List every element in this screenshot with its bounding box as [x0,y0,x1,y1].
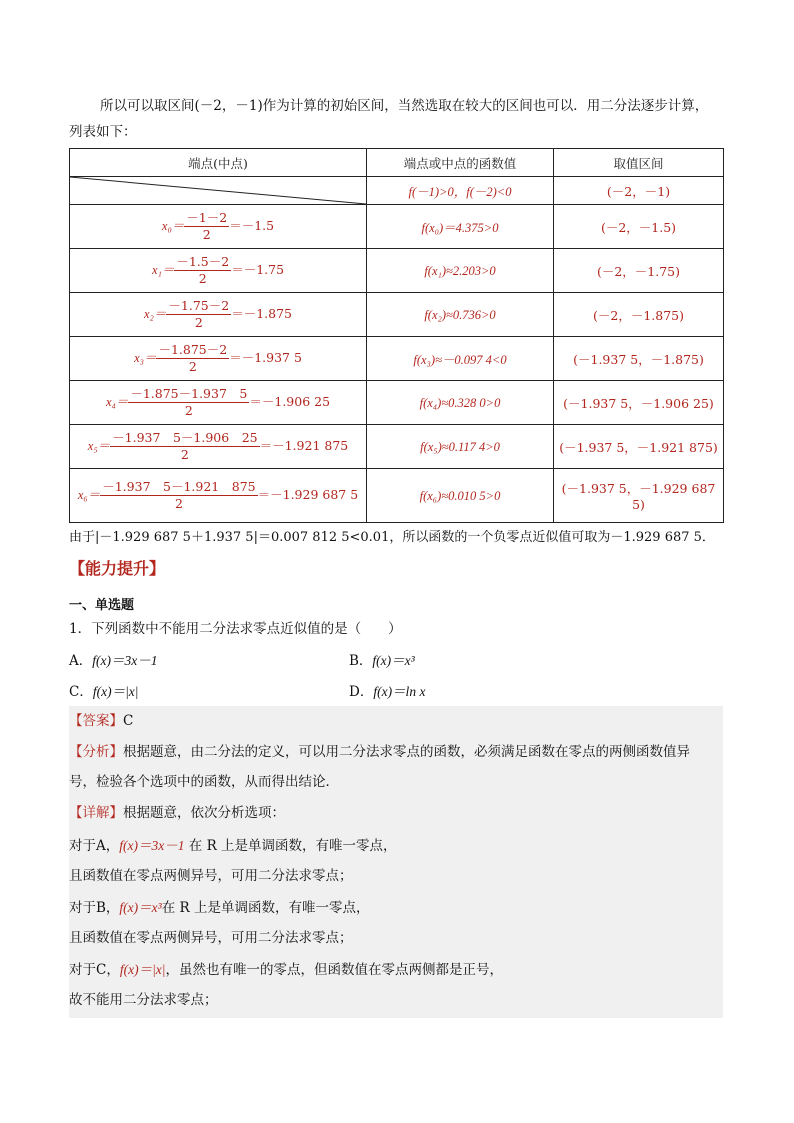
option-c-label: C． [69,684,93,700]
answer-value: C [123,713,134,729]
option-d-label: D． [349,684,374,700]
endpoint-expression [151,254,285,286]
function-value-cell [367,381,554,425]
fraction [110,430,259,463]
intro-line-1: 所以可以取区间(－2，－1)作为计算的初始区间，当然选取在较大的区间也可以．用二分法逐步计算， [100,98,709,114]
option-a[interactable] [69,651,157,671]
table-row [70,425,724,469]
midpoint-variable: x₄＝ [105,395,129,409]
interval-value: (－2，－1) [606,183,671,199]
header-interval: 取值区间 [554,149,724,177]
interval-value: (－1.937 5，－1.921 875) [559,439,718,455]
table-row [70,205,724,249]
header-endpoint: 端点(中点) [70,149,367,177]
function-value: f(x₅)≈0.117 4>0 [420,439,500,454]
table-row [70,293,724,337]
detail-c-line-1 [69,960,503,980]
function-value-cell [367,249,554,293]
detail-b-prefix: 对于B， [69,900,120,916]
detail-b-line-2: 且函数值在零点两侧异号，可用二分法求零点； [69,930,353,946]
interval-cell [554,425,724,469]
interval-cell [554,381,724,425]
midpoint-variable: x₁＝ [151,263,175,277]
function-value: f(－1)>0，f(－2)<0 [408,184,512,199]
midpoint-variable: x₃＝ [134,351,157,365]
detail-tag: 【详解】 [69,805,123,821]
endpoint-cell [70,381,367,425]
answer-line [69,712,133,731]
interval-cell [554,177,724,205]
function-value-cell [367,293,554,337]
option-c-text: f(x)＝|x| [92,684,139,699]
fraction-denominator: 2 [180,447,189,462]
function-value: f(x₆)≈0.010 5>0 [419,488,501,503]
fraction-denominator: 2 [174,496,183,511]
function-value: f(x₁)≈2.203>0 [424,263,496,278]
endpoint-cell [70,337,367,381]
detail-c-line-2: 故不能用二分法求零点； [69,992,218,1008]
table-row [70,469,724,523]
option-a-label: A． [69,653,93,669]
interval-value: (－1.937 5，－1.875) [573,351,704,367]
endpoint-expression [87,430,349,462]
function-value-cell [367,425,554,469]
fraction-numerator: －1－2 [186,210,228,225]
endpoint-cell [70,205,367,249]
option-b-text: f(x)＝x³ [372,653,415,668]
answer-tag: 【答案】 [69,713,123,729]
analysis-line-2: 号，检验各个选项中的函数，从而得出结论． [69,774,339,790]
fraction-denominator: 2 [198,271,207,286]
interval-cell [554,337,724,381]
fraction [100,479,257,512]
midpoint-result: ＝－1.5 [229,218,275,233]
detail-a-suffix: 在 R 上是单调函数，有唯一零点， [184,838,397,854]
detail-b-line-1 [69,898,369,918]
endpoint-expression [77,479,359,511]
fraction-numerator: －1.937 5－1.906 25 [112,430,258,445]
interval-cell [554,469,724,523]
function-value-cell [367,205,554,249]
fraction [184,210,229,243]
analysis-line-1 [69,743,690,762]
function-value: f(x₃)≈－0.097 4<0 [413,352,507,367]
fraction-numerator: －1.5－2 [176,254,230,269]
endpoint-expression [161,210,275,242]
option-b[interactable] [349,651,415,671]
function-value: f(x₂)≈0.736>0 [424,307,496,322]
fraction-numerator: －1.875－1.937 5 [130,386,248,401]
midpoint-result: ＝－1.929 687 5 [257,487,359,502]
detail-line [69,804,285,823]
subsection-title: 一、单选题 [69,598,135,613]
endpoint-cell [70,425,367,469]
detail-c-suffix: ，虽然也有唯一的零点，但函数值在零点两侧都是正号， [165,962,503,978]
interval-value: (－2，－1.875) [593,307,684,323]
function-value-cell [367,177,554,205]
header-function-value: 端点或中点的函数值 [367,149,554,177]
table-row [70,337,724,381]
detail-c-math: f(x)＝|x| [119,962,166,977]
function-value: f(x₀)＝4.375>0 [421,220,499,235]
detail-a-math: f(x)＝3x－1 [119,838,185,853]
interval-value: (－2，－1.75) [596,263,681,279]
interval-cell [554,249,724,293]
midpoint-result: ＝－1.75 [231,262,285,277]
detail-a-prefix: 对于A， [69,838,120,854]
endpoint-cell [70,293,367,337]
option-d[interactable] [349,682,425,702]
midpoint-result: ＝－1.937 5 [229,350,302,365]
table-header-row [70,149,724,177]
midpoint-variable: x₂＝ [144,307,167,321]
detail-a-line-2: 且函数值在零点两侧异号，可用二分法求零点； [69,868,353,884]
fraction-denominator: 2 [194,315,203,330]
intro-line-2: 列表如下： [69,124,137,140]
fraction [174,254,231,287]
table-row [70,177,724,205]
interval-cell [554,293,724,337]
detail-b-suffix: 在 R 上是单调函数，有唯一零点， [161,900,370,916]
midpoint-variable: x₀＝ [161,219,185,233]
detail-c-prefix: 对于C， [69,962,120,978]
midpoint-result: ＝－1.906 25 [249,394,331,409]
endpoint-cell [70,469,367,523]
diagonal-slash [70,177,366,204]
fraction-numerator: －1.937 5－1.921 875 [102,479,256,494]
interval-value: (－1.937 5，－1.906 25) [563,395,714,411]
function-value: f(x₄)≈0.328 0>0 [419,395,501,410]
endpoint-expression [144,298,292,330]
section-title: 【能力提升】 [69,559,166,578]
endpoint-cell [70,177,367,205]
fraction-denominator: 2 [184,403,193,418]
function-value-cell [367,337,554,381]
endpoint-cell [70,249,367,293]
fraction-denominator: 2 [202,227,211,242]
midpoint-variable: x₅＝ [87,439,111,453]
interval-cell [554,205,724,249]
analysis-tag: 【分析】 [69,744,123,760]
option-b-label: B． [349,653,373,669]
fraction [166,298,231,331]
endpoint-expression [105,386,331,418]
bisection-table [69,148,724,523]
analysis-text-1: 根据题意，由二分法的定义，可以用二分法求零点的函数，必须满足函数在零点的两侧函数值异 [123,744,690,760]
detail-a-line-1 [69,836,397,856]
option-d-text: f(x)＝ln x [373,684,426,699]
conclusion-text: 由于|－1.929 687 5＋1.937 5|＝0.007 812 5<0.01，所以函数的一个负零点近似值可取为－1.929 687 5． [69,530,715,545]
option-c[interactable] [69,682,139,702]
option-a-text: f(x)＝3x－1 [92,653,158,668]
interval-value: (－1.937 5，－1.929 687 5) [561,481,716,512]
detail-intro: 根据题意，依次分析选项： [123,805,285,821]
midpoint-result: ＝－1.921 875 [259,438,349,453]
fraction-numerator: －1.75－2 [168,298,230,313]
endpoint-expression [134,342,302,374]
fraction [156,342,229,375]
fraction-numerator: －1.875－2 [158,342,228,357]
midpoint-result: ＝－1.875 [231,306,292,321]
fraction-denominator: 2 [188,359,197,374]
table-row [70,381,724,425]
interval-value: (－2，－1.5) [600,219,677,235]
table-row [70,249,724,293]
detail-b-math: f(x)＝x³ [119,900,162,915]
question-stem: 1．下列函数中不能用二分法求零点近似值的是（ ） [69,621,402,637]
midpoint-variable: x₆＝ [77,488,101,502]
fraction [128,386,249,419]
function-value-cell [367,469,554,523]
